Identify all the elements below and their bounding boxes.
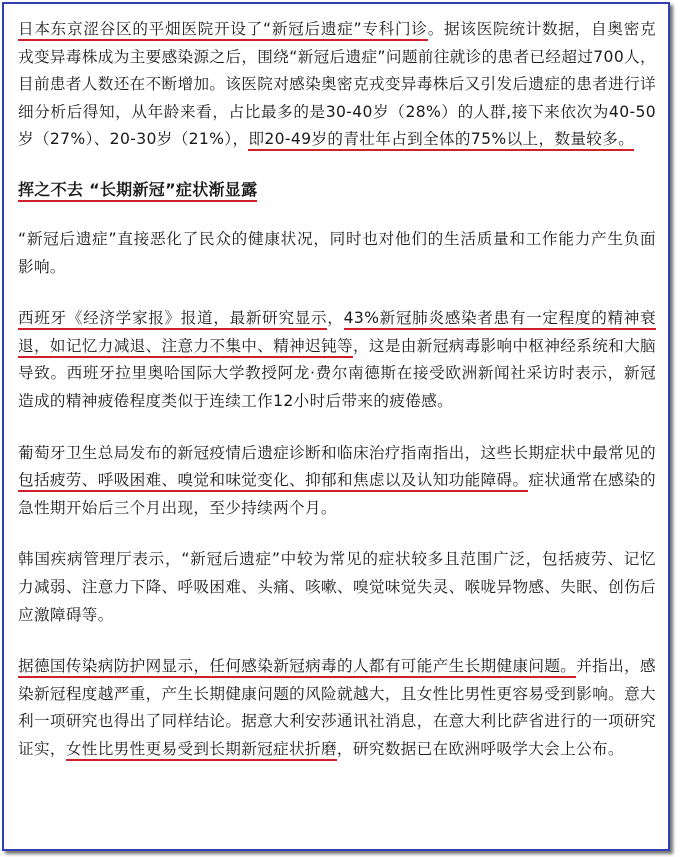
paragraph-korea: 韩国疾病管理厅表示，“新冠后遗症”中较为常见的症状较多且范围广泛，包括疲劳、记忆力减弱、注意力下降、呼吸困难、头痛、咳嗽、嗅觉味觉失灵、喉咙异物感、失眠、创伤后应激障碍等。: [18, 550, 656, 624]
article-body: [4, 4, 668, 763]
highlight-spain-source: 西班牙《经济学家报》报道，最新研究显示: [18, 309, 327, 330]
paragraph-japan-clinic: [18, 16, 656, 154]
paragraph-portugal: [18, 440, 656, 523]
highlight-women: 女性比男性更易受到长期新冠症状折磨: [66, 740, 337, 761]
paragraph-intro: “新冠后遗症”直接恶化了民众的健康状况，同时也对他们的生活质量和工作能力产生负面影响。: [18, 229, 656, 276]
paragraph-germany-italy: [18, 653, 656, 763]
paragraph-text: ，这是由新冠病毒影响中枢神经系统和大脑导致。西班牙拉里奥哈国际大学教授阿龙·费尔南德斯在接受欧洲新闻社采访时表示，新冠造成的精神疲倦程度类似于连续工作12小时后带来的疲倦感。: [18, 336, 656, 410]
highlight-clinic: 日本东京涩谷区的平畑医院开设了“新冠后遗症”专科门诊: [18, 20, 428, 41]
paragraph-spain: [18, 305, 656, 415]
section-heading: [18, 176, 656, 204]
paragraph-text: 。据该医院统计数据，自奥密克戎变异毒株成为主要感染源之后，围绕“新冠后遗症”问题前往就诊的患者已经超过700人，目前患者人数还在不断增加。该医院对感染奥密克戎变异毒株后又引发后遗症的患者进行详细分析后得知，从年龄来看，占比最多的是30-40岁（28%）的人群,接下来依次为40-50岁（27%）、20-30岁（21%），: [18, 20, 656, 149]
highlight-age-75: 即20-49岁的青壮年占到全体的75%以上，数量较多。: [248, 130, 634, 151]
highlight-symptoms: 包括疲劳、呼吸困难、嗅觉和味觉变化、抑郁和焦虑以及认知功能障碍。: [18, 471, 528, 492]
paragraph-text: 葡萄牙卫生总局发布的新冠疫情后遗症诊断和临床治疗指南指出，这些长期症状中最常见的: [18, 443, 656, 462]
highlight-43-percent: 43%新冠肺炎感染者患有一定程度的精神衰退，如记忆力减退、注意力不集中、精神迟钝等: [18, 309, 656, 358]
paragraph-text: 症状通常在感染的急性期开始后三个月出现，至少持续两个月。: [18, 471, 656, 517]
article-frame: [2, 2, 670, 851]
highlight-germany: 据德国传染病防护网显示，任何感染新冠病毒的人都有可能产生长期健康问题。: [18, 657, 576, 678]
heading-text: 挥之不去 “长期新冠”症状渐显露: [18, 180, 257, 202]
paragraph-text: ，: [327, 309, 344, 328]
paragraph-text: ，研究数据已在欧洲呼吸学大会上公布。: [336, 739, 624, 758]
paragraph-text: 并指出，感染新冠程度越严重，产生长期健康问题的风险就越大，且女性比男性更容易受到影响。意大利一项研究也得出了同样结论。据意大利安莎通讯社消息，在意大利比萨省进行的一项研究证实，: [18, 657, 656, 758]
